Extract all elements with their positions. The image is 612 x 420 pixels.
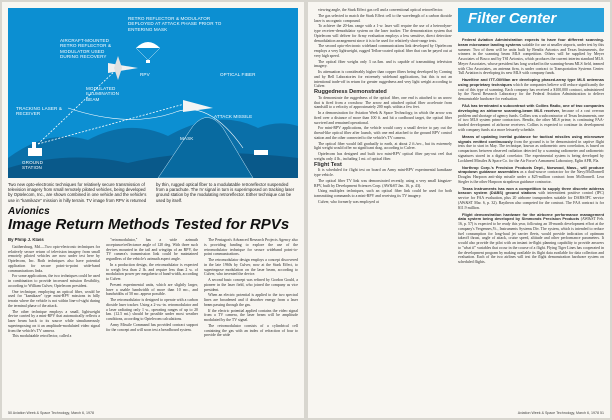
- section-label: Avionics: [8, 206, 50, 217]
- paragraph: The gas selected to match the Stark Effect cell to the wavelength of a carbon dioxide laser is an organic compound.: [314, 13, 452, 23]
- ground-station-icon: [28, 148, 42, 156]
- filter-item: [458, 38, 604, 76]
- paragraph: Present experimental units, which are slightly larger, have a usable bandwidth of more than 10 mc., and bandwidths of 50 mc. appear possible.: [106, 282, 198, 297]
- paragraph: Culver, who formerly was employed at: [318, 199, 379, 204]
- continued-article-column: [314, 8, 452, 404]
- paragraph: To achieve the 20-km. range with a 1-w. laser will require the use of a heterodyne-type receiver-demodulator system on the laser tracker. The demonstration system that Optelecom will deliver for Army evaluation employs a less sensitive, direct detection-demodulation arrangement since it is to be used for relatively short-range tests.: [314, 24, 452, 43]
- filter-center-banner: [458, 8, 604, 32]
- filter-item-text: (AW&ST Feb. 16, p. 57) is expected to be ready this year, following an 18-month development effort at the company's Vergennes,Vt., Instruments Systems Div. The system, which is intended to reduce fuel consumption for long-haul jet carrier fleets, would provide indication of optimum takeoff thrust, angle of attack, cruise speed, altitude and other performance parameters. It would also provide the pilot with an instant in-flight planning capability to provide answers to "what if" variables that occur in the course of a flight. Flying Tiger Lines has cooperated in the development program by making available its flight data available for data collection and evaluation. Each of the two airlines will test the flight demonstration hardware system on scheduled flights.: [458, 217, 604, 265]
- paragraph: Using multiplex techniques, such an optical fiber link could be used for both transmitting commands to a mini-RPV and receiving its TV imagery.: [314, 189, 452, 198]
- article-column-2: [106, 238, 198, 408]
- filter-item-lead: Flight demonstration hardware for the airborne performance management data system being developed by Simmonds Precision Products: [458, 211, 604, 222]
- rpv-illustration: [8, 8, 298, 178]
- paragraph: The optical fiber weighs only 3 oz./km. and is capable of transmitting television imagery.: [314, 59, 452, 69]
- filter-item: [458, 166, 604, 185]
- paragraph: The other technique employs a small, lightweight device carried by a mini-RPV that automatically reflects a laser beam back to its source while simultaneously superimposing on it an amplitude-modulated video signal from the vehicle's TV camera.: [8, 309, 100, 333]
- filter-item-text: as a dual-source contractor for the Navy/McDonnell Douglas Harpoon anti-ship missile under a $25-million contract from McDonnell. Lear Siegler is the other Harpoon strapdown guidance contractor.: [458, 170, 604, 184]
- figure-caption: [8, 182, 298, 203]
- left-page: [2, 2, 304, 418]
- paragraph: When an electric potential is applied to the two spectral lines are broadened and if absorber energy from a laser beam passing through the gas.: [204, 293, 298, 307]
- paragraph: For mini-RPV applications, the vehicle would carry a small device to pay out the thread-like optical fiber after launch, with one end attached to the ground RPV control station and the other connected to the vehicle's TV camera.: [314, 126, 452, 140]
- subhead-flight-test: Flight Test: [314, 161, 342, 168]
- filter-item-text: from the ground is to be demonstrated in captive flight tests due to start in May. The technique, known as radiometric area correlation, is based on comparisons between observed radiation detected by a scanning radiometer and radiometric signatures stored in a digital correlator. The experimental system is being developed by Lockheed Missiles & Space Co. for the Air Force's Armament Laboratory, Eglin AFB, Fla.: [458, 139, 604, 163]
- paragraph: The retromodulator is designed to operate with a carbon dioxide laser tracker. Using a 2-cu.-in. retromodulator and a laser radiating only 1 w., operating ranges of up to 20 km. (12.5 mi.) should be possible under most weather conditions, according to Optelecom calculations.: [106, 298, 198, 321]
- label-ground-station: GROUND STATION: [22, 160, 44, 171]
- label-illumination-beam: MODULATED ILLUMINATION BEAM: [86, 86, 120, 102]
- paragraph: "retromodulator," has a wide azimuth acceptance/reflectance angle of 120 deg. With three such devices mounted in the tail and wingtips of an RPV, the TV camera's transmission link could be maintained regardless of the vehicle's azimuth aspect angle.: [106, 238, 198, 261]
- paragraph: The retromodulator consists of a cylindrical cell containing the gas with an index of refraction of four to provide the wide: [204, 323, 298, 338]
- label-mask: MASK: [180, 136, 194, 141]
- paragraph: A second basic concept was refined by Gordon Gould, a pioneer in the laser field, who joined the company as vice president.: [204, 278, 298, 292]
- paragraph: To demonstrate the ruggedness of the optical fiber, one end is attached to an arrow that is fired from a crossbow. The arrow and attached optical fiber accelerate from standstill to a velocity of approximately 200 mph. within a few feet.: [314, 95, 452, 110]
- paragraph: If the electric potential applied contains the video signal from a TV camera, the laser beam will be amplitude modulated by the TV signal.: [204, 308, 298, 322]
- subhead-ruggedness: Ruggedness Demonstrated: [314, 89, 387, 95]
- filter-item-lead: Hazeltine and ITT-Gilfillan are developing phased-array type MLS antennas using proprietary techniques: [458, 77, 604, 87]
- filter-item: [458, 213, 604, 265]
- target-vehicle: [254, 150, 268, 155]
- filter-item: [458, 78, 604, 102]
- paragraph: viewing angle, the Stark Effect gas cell and a conventional optical retroreflector.: [318, 8, 444, 12]
- filter-item-text: because of a cost overrun problem and shortage of agency funds. Collins was a subcontractor of Texas Instruments, one of two MLS system prime contractors. Bendix, the other MLS prime, is continuing FAA-funded development of airborne receivers. Collins is expected to continue its development with company funds at a more leisurely schedule.: [458, 108, 604, 132]
- caption-right: from RPV is returned by thin, rugged optical fiber to a modulatable retroreflector suspended from a parachute. The IV signal in turn is superimposed on tracking laser ground station by the modulating retroreflector. Either technique can be used by itself.: [106, 182, 295, 203]
- paragraph: For some applications, the two techniques could be used in combination to provide increased mission flexibility, according to William Culver, Optelecom president.: [8, 274, 100, 288]
- filter-center-title: Filter Center: [468, 10, 557, 27]
- caption-left: Two new opto-electronic techniques for relatively secure transmission of television imagery from small remotely piloted vehicles, being developed by Optelecom, Inc., are shown combined in one vehicle and the vehicle's use in "kamikaze" mission in hilly terrain. TV image: [8, 182, 147, 203]
- paragraph: The Pentagon's Advanced Research Projects Agency also is providing funding to explore the use of the retromodulator technique for secure wideband point-to-point communications.: [204, 238, 298, 257]
- paragraph: Gaithersburg, Md.—Two opto-electronic techniques for relatively secure return of television imagery from small remotely piloted vehicles are now under test here by Optelecom, Inc. Both techniques also have potential application for secure point-to-point wide-band communications links.: [8, 244, 100, 273]
- paragraph: In a production design, the retromodulator is expected to weigh less than 2 lb. and require less than 2 w. of modulation power per megahertz of band-width, according to Culver.: [106, 262, 198, 281]
- right-footer: Aviation Week & Space Technology, March 6, 1978 51: [517, 411, 604, 415]
- filter-item-lead: Federal Aviation Administration expects to have four different scanning-beam microwave landing systems: [458, 38, 604, 47]
- paragraph: It is scheduled for flight test on board an Army mini-RPV experimental kamikaze type vehicle.: [314, 168, 452, 177]
- paragraph: Its attenuation is considerably higher than copper fibers being developed by Corning and by Bell Laboratories for extremely wideband applications, but this is not an intentional trade-off in return for greater ruggedness and very light weight according to Culver.: [314, 70, 452, 89]
- article-column-1: [8, 238, 100, 408]
- label-rpv: RPV: [140, 72, 150, 77]
- paragraph: Optelecom has designed and built two mini-RPV optical fiber pay-out reel that weighs only 4 lb., including 1 mi. of optical fiber.: [314, 152, 452, 161]
- illustration-drawing: [8, 8, 298, 178]
- label-tracking-laser: TRACKING LASER & RECEIVER: [16, 106, 63, 117]
- right-page: [308, 2, 610, 418]
- filter-item-text: which the companies believe will reduce significantly the cost of this type of scanning. Each company has received a $100,000 contract, administered by the Naval Research Laboratory for the Federal Aviation Administration to deliver demonstrable hardware for evaluation.: [458, 82, 604, 102]
- filter-item-text: with intermittent positive control (IPC) service for FAA evaluation, plus 20 airborne transponders suitable for DABS/IPC service (AW&ST Mar. 6, p. 32). Raytheon also competed for the contract. The FAA contract is for $11.9 million.: [458, 191, 604, 210]
- label-attack-missile: ATTACK MISSILE: [214, 114, 253, 119]
- paragraph: The second opto-electronic wideband communications link developed by Optelecom employs a very lightweight, rugged Teflon-coated optical fiber that can be payed out at very high speed.: [314, 44, 452, 58]
- left-footer: 50 Aviation Week & Space Technology, March 6, 1978: [8, 411, 95, 415]
- filter-item-lead: Texas Instruments has won a competition to supply three discrete address beacon system (DABS) ground stations: [458, 185, 604, 196]
- filter-item: [458, 135, 604, 164]
- label-optical-fiber: OPTICAL FIBER: [220, 72, 256, 77]
- filter-center-body: [458, 38, 604, 400]
- filter-item-lead: Northrop Corp.'s Precision Products Dept., Norwood, Mass., will produce strapdown guidance assemblies: [458, 164, 604, 175]
- label-retro-reflector: RETRO REFLECTOR & MODULATOR DEPLOYED AT ATTACK PHASE PRIOR TO ENTERING MASK: [128, 16, 222, 32]
- paragraph: In a demonstration for Aviation Week & Space Technology, in which the arrow was fired over a distance of more than 100 ft. and hit a cardboard target, the optical fiber survived and remained operational.: [314, 111, 452, 125]
- paragraph: The retromodulator design employs a concept discovered in the late 1960s by Culver, now at the Stark Effect, to superimpose modulation on the laser beam, according to Culver, who invented the device.: [204, 258, 298, 277]
- article-headline: Image Return Methods Tested for RPVs: [8, 216, 290, 233]
- filter-item-lead: FAA has terminated a subcontract with Collins Radio, one of two companies developing an airborne scanning-beam MLS receiver,: [458, 103, 604, 113]
- filter-item: [458, 104, 604, 133]
- filter-item-lead: Means of updating inertial guidance for tactical missiles using microwave signals emitted continuously: [458, 133, 604, 144]
- paragraph: The optical fiber would fall gradually to earth, at about 2 ft./sec., but its extremely light weight would offer no significant drag, according to Culver.: [314, 141, 452, 151]
- filter-item-text: suitable for use at smaller airports, under test by this summer. Two of them will be units built by Bendix Avionics and Texas Instruments, the winners in the scanning beam MLS competition. Others will be supplied by Meyer Associates of Bosco and by TSI Avionics, which produces the current interim standard MLS. Meyer Associates, whose president has long worked in the scanning-beam MLS field, teamed with Cha Associates, an antenna firm, is under contract to Transportation Systems Center. Tull Aviation is developing its new MLS with company funds.: [458, 42, 604, 76]
- article-column-3: [204, 238, 298, 408]
- paragraph: Army Missile Command has provided contract support for the concept and will soon test a breadboard system.: [106, 322, 198, 332]
- paragraph: This modulatable retroflector, called a: [12, 334, 72, 339]
- paragraph: One technique, employing an optical fiber, would be used for "kamikaze" type mini-RPV missions in hilly terrain where the vehicle is not within line-of-sight during the terminal phase of the attack.: [8, 289, 100, 308]
- label-aircraft-mounted: AIRCRAFT-MOUNTED RETRO REFLECTOR & MODULATOR USED DURING RECOVERY: [60, 38, 112, 60]
- byline: By Philip J. Klass: [8, 238, 44, 242]
- filter-item: [458, 187, 604, 211]
- paragraph: The optical fiber TV link was demonstrated recently, using a very small kingsize-RPV, built by Development Sciences Corp. (AW&ST Jan. 16, p. 43).: [314, 178, 452, 188]
